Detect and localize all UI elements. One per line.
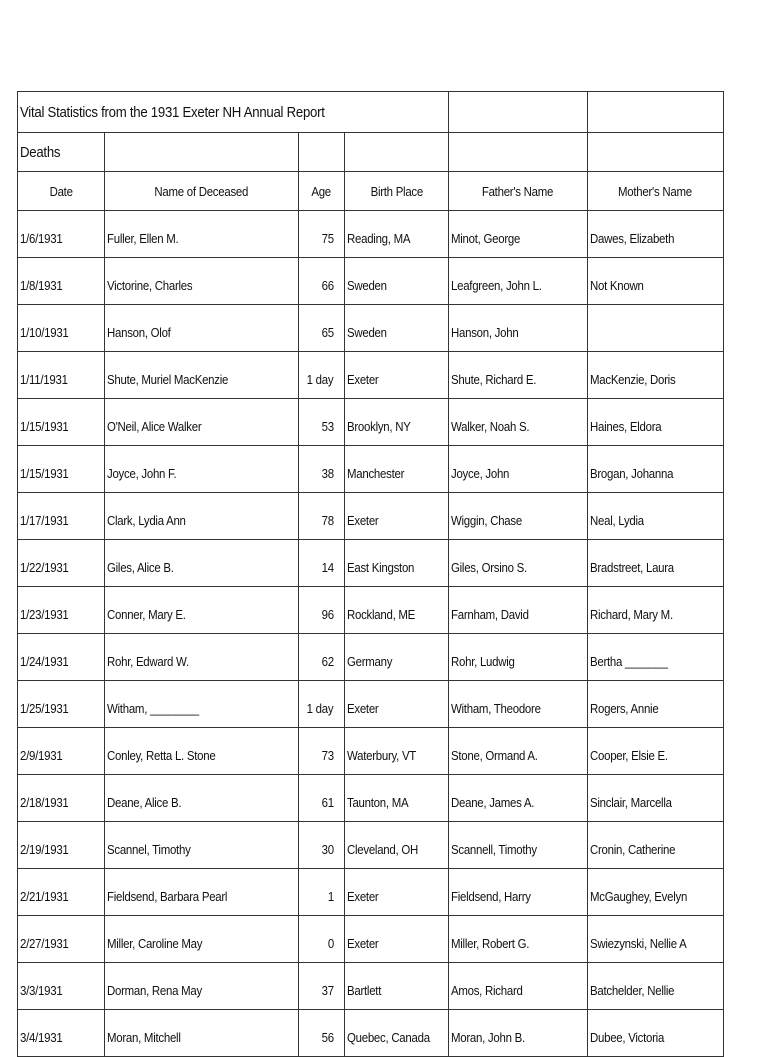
table-row [18,540,724,587]
table-row [18,211,724,258]
cell-age: 61 [299,775,344,822]
cell-fathers-name: Wiggin, Chase [449,493,588,540]
cell-fathers-name: Scannell, Timothy [449,822,588,869]
cell-date: 1/22/1931 [18,540,105,587]
table-row [18,822,724,869]
section-row [18,133,724,172]
cell-fathers-name: Giles, Orsino S. [449,540,588,587]
cell-age: 1 day [299,681,344,728]
table-row [18,728,724,775]
cell-fathers-name: Minot, George [449,211,588,258]
cell-fathers-name: Amos, Richard [449,963,588,1010]
cell-mothers-name: Richard, Mary M. [587,587,724,634]
cell-mothers-name: MacKenzie, Doris [587,352,724,399]
cell-fathers-name: Leafgreen, John L. [449,258,588,305]
cell-fathers-name: Joyce, John [449,446,588,493]
cell-birth-place: Exeter [344,352,448,399]
cell-age: 56 [299,1010,344,1057]
cell-mothers-name: Bertha _______ [587,634,724,681]
table-row [18,399,724,446]
cell-mothers-name: Cronin, Catherine [587,822,724,869]
cell-age: 30 [299,822,344,869]
table-row [18,634,724,681]
cell-date: 3/4/1931 [18,1010,105,1057]
empty-cell [449,92,588,133]
cell-age: 37 [299,963,344,1010]
cell-fathers-name: Fieldsend, Harry [449,869,588,916]
cell-birth-place: Rockland, ME [344,587,448,634]
table-row [18,352,724,399]
cell-date: 1/10/1931 [18,305,105,352]
cell-name-of-deceased: Fieldsend, Barbara Pearl [104,869,298,916]
cell-mothers-name: Bradstreet, Laura [587,540,724,587]
cell-age: 53 [299,399,344,446]
cell-mothers-name: Haines, Eldora [587,399,724,446]
cell-name-of-deceased: Conley, Retta L. Stone [104,728,298,775]
cell-mothers-name: Sinclair, Marcella [587,775,724,822]
cell-mothers-name: Dawes, Elizabeth [587,211,724,258]
cell-name-of-deceased: Victorine, Charles [104,258,298,305]
cell-date: 1/6/1931 [18,211,105,258]
cell-name-of-deceased: Conner, Mary E. [104,587,298,634]
header-date: Date [18,172,105,211]
cell-name-of-deceased: Moran, Mitchell [104,1010,298,1057]
cell-age: 38 [299,446,344,493]
empty-cell [587,133,724,172]
cell-name-of-deceased: Joyce, John F. [104,446,298,493]
empty-cell [449,133,588,172]
cell-birth-place: Exeter [344,869,448,916]
cell-date: 3/3/1931 [18,963,105,1010]
report-title: Vital Statistics from the 1931 Exeter NH Annual Report [18,92,449,133]
cell-date: 2/9/1931 [18,728,105,775]
header-birth-place: Birth Place [344,172,448,211]
vital-statistics-table [17,91,724,1057]
cell-birth-place: Sweden [344,258,448,305]
header-name: Name of Deceased [104,172,298,211]
cell-age: 96 [299,587,344,634]
cell-fathers-name: Miller, Robert G. [449,916,588,963]
cell-birth-place: Manchester [344,446,448,493]
table-row [18,963,724,1010]
cell-mothers-name: Swiezynski, Nellie A [587,916,724,963]
cell-mothers-name: Cooper, Elsie E. [587,728,724,775]
cell-date: 2/19/1931 [18,822,105,869]
table-row [18,916,724,963]
cell-mothers-name [587,305,724,352]
title-row [18,92,724,133]
table-row [18,1010,724,1057]
cell-date: 1/17/1931 [18,493,105,540]
cell-date: 1/8/1931 [18,258,105,305]
cell-mothers-name: McGaughey, Evelyn [587,869,724,916]
cell-birth-place: Exeter [344,493,448,540]
empty-cell [344,133,448,172]
header-mother: Mother's Name [587,172,724,211]
cell-name-of-deceased: Giles, Alice B. [104,540,298,587]
cell-birth-place: Germany [344,634,448,681]
empty-cell [104,133,298,172]
cell-age: 78 [299,493,344,540]
cell-name-of-deceased: Clark, Lydia Ann [104,493,298,540]
table-row [18,305,724,352]
cell-date: 1/23/1931 [18,587,105,634]
cell-age: 62 [299,634,344,681]
cell-date: 1/25/1931 [18,681,105,728]
table-row [18,775,724,822]
cell-date: 1/15/1931 [18,446,105,493]
cell-fathers-name: Moran, John B. [449,1010,588,1057]
cell-age: 66 [299,258,344,305]
cell-fathers-name: Witham, Theodore [449,681,588,728]
cell-date: 1/11/1931 [18,352,105,399]
cell-name-of-deceased: Dorman, Rena May [104,963,298,1010]
cell-birth-place: Cleveland, OH [344,822,448,869]
cell-age: 14 [299,540,344,587]
cell-age: 0 [299,916,344,963]
section-title: Deaths [18,133,105,172]
cell-fathers-name: Hanson, John [449,305,588,352]
cell-birth-place: Exeter [344,916,448,963]
cell-fathers-name: Walker, Noah S. [449,399,588,446]
table-row [18,587,724,634]
cell-birth-place: Taunton, MA [344,775,448,822]
cell-age: 1 [299,869,344,916]
table-row [18,258,724,305]
cell-mothers-name: Neal, Lydia [587,493,724,540]
cell-mothers-name: Brogan, Johanna [587,446,724,493]
cell-birth-place: Bartlett [344,963,448,1010]
cell-mothers-name: Rogers, Annie [587,681,724,728]
cell-fathers-name: Stone, Ormand A. [449,728,588,775]
cell-date: 1/15/1931 [18,399,105,446]
empty-cell [299,133,344,172]
cell-fathers-name: Farnham, David [449,587,588,634]
table-row [18,493,724,540]
cell-age: 1 day [299,352,344,399]
cell-name-of-deceased: Miller, Caroline May [104,916,298,963]
cell-name-of-deceased: O'Neil, Alice Walker [104,399,298,446]
cell-mothers-name: Not Known [587,258,724,305]
cell-fathers-name: Rohr, Ludwig [449,634,588,681]
cell-birth-place: Waterbury, VT [344,728,448,775]
cell-name-of-deceased: Shute, Muriel MacKenzie [104,352,298,399]
cell-date: 2/21/1931 [18,869,105,916]
cell-mothers-name: Batchelder, Nellie [587,963,724,1010]
cell-birth-place: East Kingston [344,540,448,587]
cell-name-of-deceased: Rohr, Edward W. [104,634,298,681]
table-row [18,681,724,728]
empty-cell [587,92,724,133]
cell-birth-place: Sweden [344,305,448,352]
header-age: Age [299,172,344,211]
cell-date: 1/24/1931 [18,634,105,681]
table-row [18,446,724,493]
header-row [18,172,724,211]
cell-name-of-deceased: Deane, Alice B. [104,775,298,822]
cell-birth-place: Reading, MA [344,211,448,258]
cell-name-of-deceased: Scannel, Timothy [104,822,298,869]
header-father: Father's Name [449,172,588,211]
cell-age: 65 [299,305,344,352]
cell-date: 2/18/1931 [18,775,105,822]
cell-age: 73 [299,728,344,775]
cell-date: 2/27/1931 [18,916,105,963]
cell-birth-place: Exeter [344,681,448,728]
cell-fathers-name: Deane, James A. [449,775,588,822]
cell-birth-place: Brooklyn, NY [344,399,448,446]
cell-name-of-deceased: Hanson, Olof [104,305,298,352]
cell-name-of-deceased: Witham, ________ [104,681,298,728]
table-row [18,869,724,916]
cell-age: 75 [299,211,344,258]
cell-mothers-name: Dubee, Victoria [587,1010,724,1057]
cell-fathers-name: Shute, Richard E. [449,352,588,399]
cell-name-of-deceased: Fuller, Ellen M. [104,211,298,258]
cell-birth-place: Quebec, Canada [344,1010,448,1057]
